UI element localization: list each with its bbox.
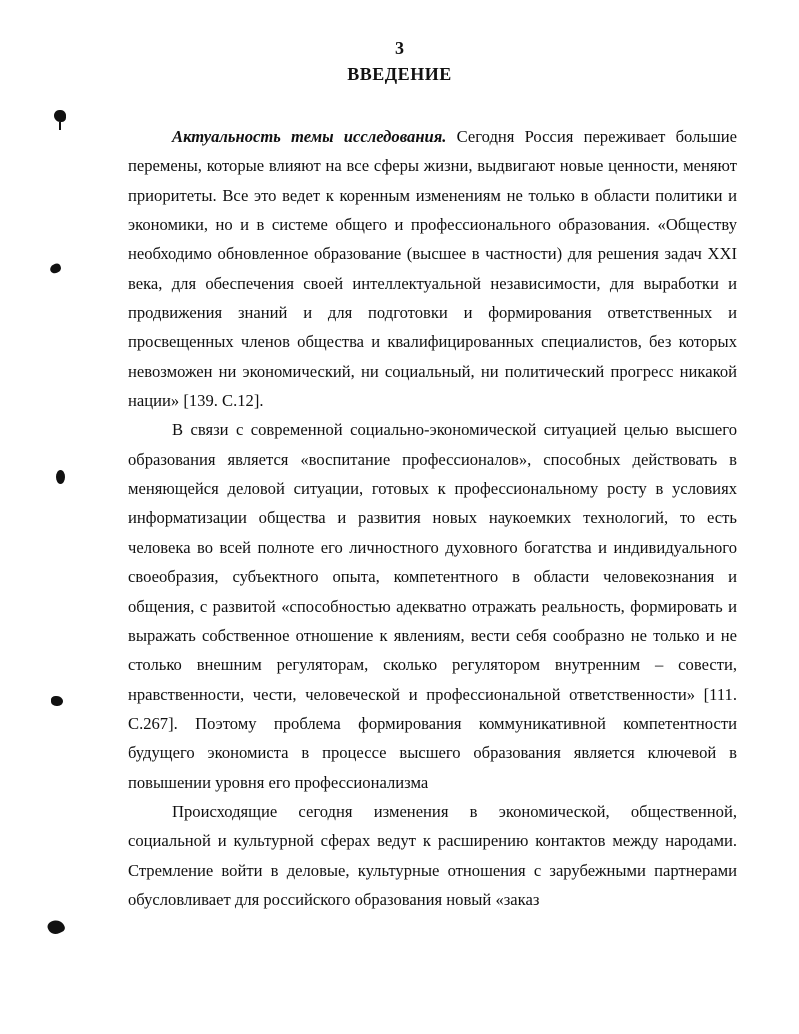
paragraph-2: В связи с современной социально-экономической ситуацией целью высшего образования является «воспитание профессионалов», способных действовать в меняющейся деловой ситуации, готовых к профессиональному росту в условиях информатизации общества и развития новых наукоемких технологий, то есть человека во всей полноте его личностного духовного богатства и индивидуального своеобразия, субъектного опыта, компетентного в области человекознания и общения, с развитой «способностью адекватно отражать реальность, формировать и выражать собственное отношение к явлениям, вести себя сообразно не только и не столько внешним регуляторам, сколько регулятором внутренним – совести, нравственности, чести, человеческой и профессиональной ответственности» [111. С.267]. Поэтому проблема формирования коммуникативной компетентности будущего экономиста в процессе высшего образования является ключевой в повышении уровня его профессионализма: [128, 420, 737, 792]
scan-mark: [56, 470, 65, 484]
page-title: ВВЕДЕНИЕ: [347, 64, 452, 84]
paragraph-3: Происходящие сегодня изменения в экономической, общественной, социальной и культурной сферах ведут к расширению контактов между народами. Стремление войти в деловые, культурные отношения с зарубежными партнерами обусловливает для российского образования новый «заказ: [128, 801, 737, 909]
scan-mark: [46, 917, 66, 936]
scan-mark: [59, 122, 61, 130]
paragraph-text: Сегодня Россия переживает большие перемены, которые влияют на все сферы жизни, выдвигают новые ценности, меняют приоритеты. Все это ведет к коренным изменениям не только в области политики и экономики, но и в системе общего и профессионального образования. «Обществу необходимо обновленное образование (высшее в частности) для решения задач XXI века, для обеспечения своей интеллектуальной независимости, для выработки и продвижения знаний и для подготовки и формирования ответственных и просвещенных членов общества и квалифицированных специалистов, без которых невозможен ни экономический, ни социальный, ни политический прогресс никакой нации» [139. С.12].: [128, 127, 737, 411]
page-number: 3: [395, 38, 404, 58]
scan-mark: [49, 262, 62, 274]
scan-mark: [51, 696, 63, 706]
paragraph-1: [128, 122, 737, 415]
body-text: [128, 122, 737, 914]
paragraph-lead: Актуальность темы исследования.: [172, 127, 447, 146]
scan-mark: [54, 110, 66, 122]
